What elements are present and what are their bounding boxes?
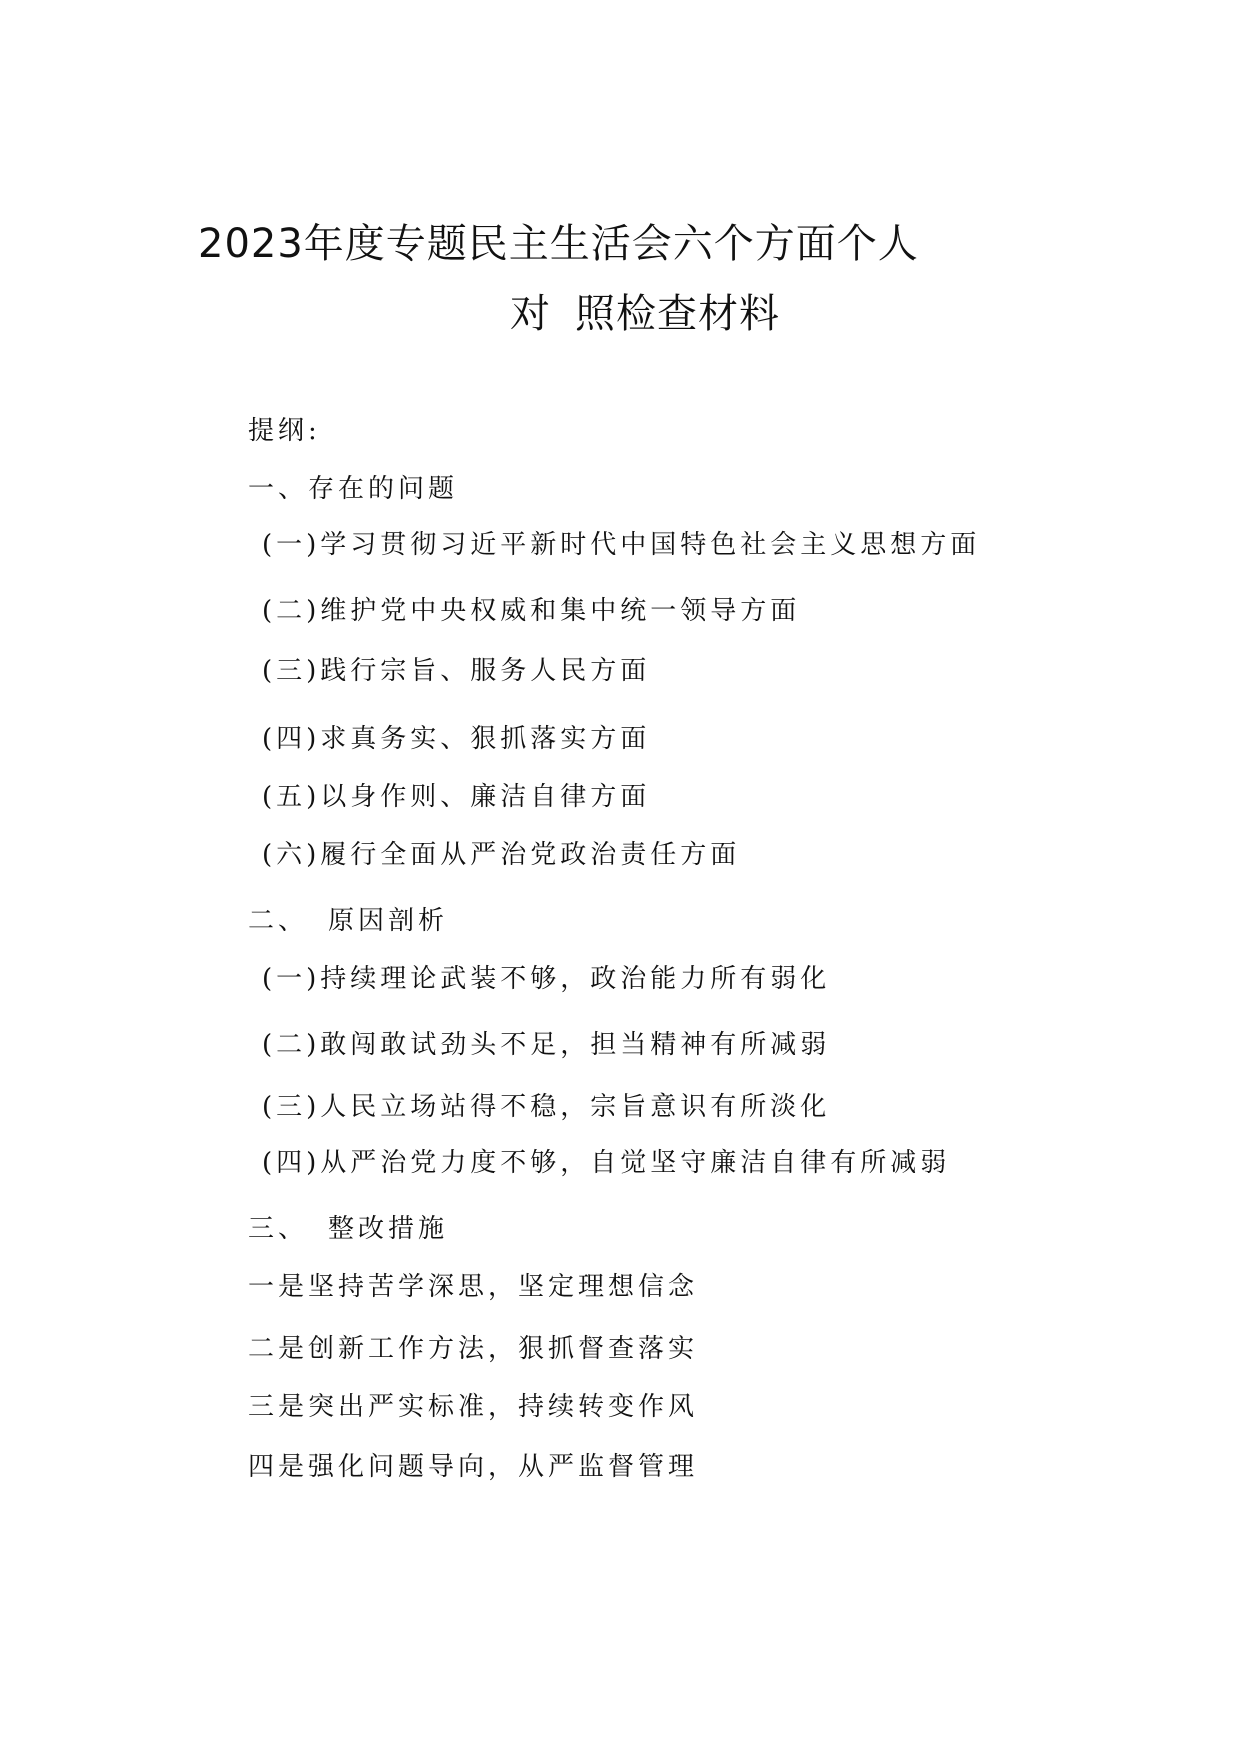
section-1-item-5: (五)以身作则、廉洁自律方面 <box>262 782 651 812</box>
section-1-item-1: (一)学习贯彻习近平新时代中国特色社会主义思想方面 <box>262 530 981 560</box>
section-2-heading-text: 原因剖析 <box>328 906 449 936</box>
document-title-line-1: 2023年度专题民主生活会六个方面个人 <box>198 221 919 267</box>
section-1-heading: 一、存在的问题 <box>248 474 459 504</box>
section-2-heading-number: 二、 <box>248 906 309 936</box>
section-3-item-1: 一是坚持苦学深思，坚定理想信念 <box>248 1272 699 1302</box>
section-2-item-3: (三)人民立场站得不稳，宗旨意识有所淡化 <box>262 1092 831 1122</box>
section-2-item-4: (四)从严治党力度不够，自觉坚守廉洁自律有所减弱 <box>262 1148 951 1178</box>
section-3-item-2: 二是创新工作方法，狠抓督查落实 <box>248 1334 699 1364</box>
section-3-heading-text: 整改措施 <box>328 1214 449 1244</box>
section-2-item-1: (一)持续理论武装不够，政治能力所有弱化 <box>262 964 831 994</box>
title-line-2-part-b: 照检查材料 <box>575 291 780 337</box>
document-title-line-2 <box>510 282 780 339</box>
section-3-item-3: 三是突出严实标准，持续转变作风 <box>248 1392 699 1422</box>
outline-label: 提纲: <box>248 416 321 446</box>
section-3-heading <box>248 1208 448 1245</box>
section-1-item-3: (三)践行宗旨、服务人民方面 <box>262 656 651 686</box>
section-1-item-6: (六)履行全面从严治党政治责任方面 <box>262 840 741 870</box>
section-3-item-4: 四是强化问题导向，从严监督管理 <box>248 1452 699 1482</box>
title-line-2-part-a: 对 <box>510 291 551 337</box>
section-1-item-4: (四)求真务实、狠抓落实方面 <box>262 724 651 754</box>
section-2-heading <box>248 900 448 937</box>
section-2-item-2: (二)敢闯敢试劲头不足，担当精神有所减弱 <box>262 1030 831 1060</box>
section-1-item-2: (二)维护党中央权威和集中统一领导方面 <box>262 596 801 626</box>
section-3-heading-number: 三、 <box>248 1214 309 1244</box>
